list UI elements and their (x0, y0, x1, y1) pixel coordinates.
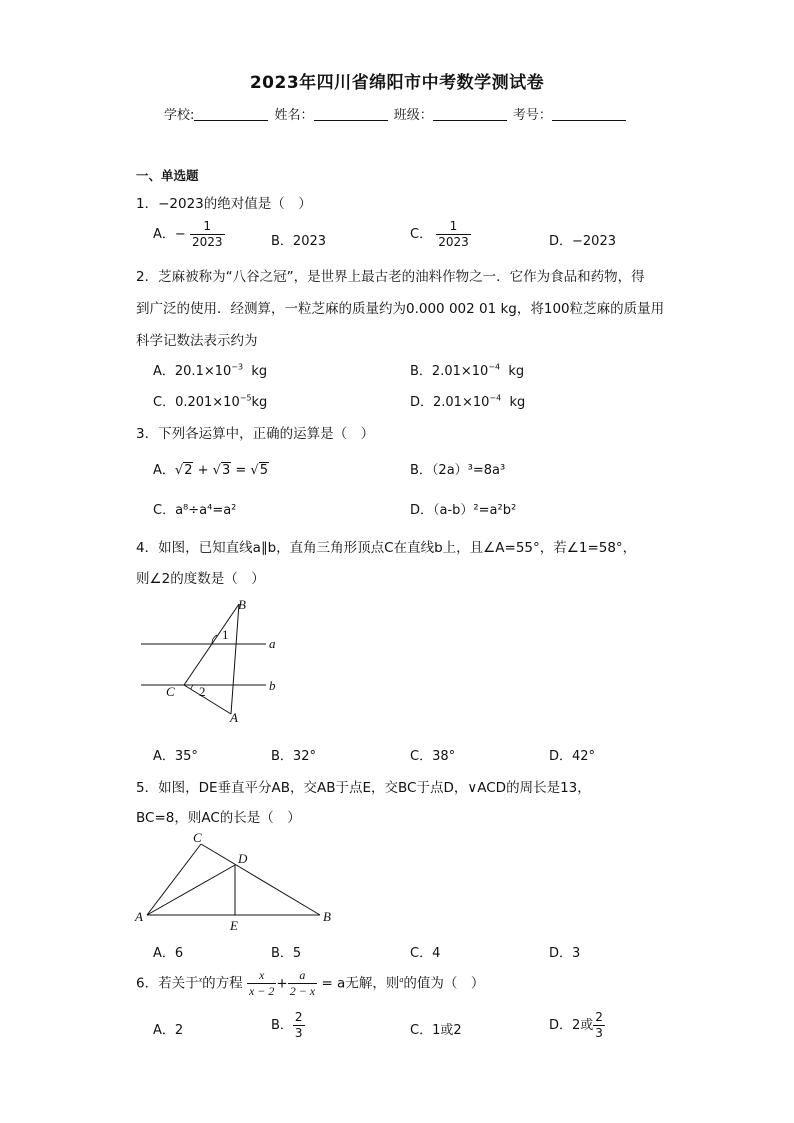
q6-f2-num: a (288, 968, 317, 984)
q1-a-sign: − (174, 227, 186, 242)
section-heading: 一、单选题 (136, 168, 199, 183)
q6-d-den: 3 (595, 1026, 603, 1040)
label-d-point: D (238, 851, 248, 866)
q2-line3: 科学记数法表示约为 (136, 333, 258, 349)
q3-option-a: A．√2 + √3 = √5 (153, 463, 268, 478)
q4-line1: 4．如图，已知直线a∥b，直角三角形顶点C在直线b上，且∠A=55°，若∠1=58°， (136, 540, 637, 556)
q6-d-label: D．2或 (549, 1018, 594, 1033)
q3-stem: 3．下列各运算中，正确的运算是（ ） (136, 426, 375, 442)
q6-f1-den: x − 2 (248, 984, 275, 998)
q4-option-d: D．42° (549, 749, 596, 764)
q5-option-b: B．5 (271, 946, 302, 961)
q6-option-a: A．2 (153, 1023, 184, 1038)
school-blank (194, 107, 268, 121)
label-a-point: A (135, 909, 143, 924)
q6-post: 的值为（ ） (403, 975, 485, 992)
student-info-line (164, 104, 628, 123)
q3-a-sqrt5: 5 (259, 463, 268, 478)
q2-d-exp: −4 (489, 393, 502, 403)
label-angle-1: 1 (222, 627, 229, 642)
label-a-point: A (230, 710, 238, 725)
q6-d-fraction (593, 1010, 605, 1041)
q6-b-label: B． (271, 1018, 293, 1033)
q2-line1: 2．芝麻被称为“八谷之冠”，是世界上最古老的油料作物之一．它作为食品和药物，得 (136, 269, 645, 285)
q1-a-label: A． (153, 227, 175, 242)
q6-var-a: a (399, 975, 404, 984)
segment-cb (201, 844, 320, 915)
q6-option-d (549, 1010, 605, 1041)
q2-a-exp: −3 (231, 362, 244, 372)
q1-c-fraction (436, 219, 471, 250)
q2-b-text: B．2.01×10 (410, 364, 489, 379)
q2-a-unit: kg (251, 364, 268, 379)
q1-option-d: D．−2023 (549, 234, 616, 249)
label-c-point: C (166, 684, 175, 699)
q2-c-text: C．0.201×10 (153, 395, 240, 410)
q6-f2-den: 2 − x (289, 984, 316, 998)
class-label: 班级： (393, 108, 433, 123)
exam-no-blank (552, 107, 626, 121)
q3-a-eq: = (235, 463, 247, 478)
q6-plus: + (276, 975, 288, 992)
exam-no-label: 考号： (512, 108, 552, 123)
q6-d-num: 2 (595, 1010, 603, 1024)
q6-fraction-2 (288, 968, 317, 999)
q6-b-fraction (293, 1010, 305, 1041)
q3-option-d: D．（a-b）²=a²b² (410, 503, 517, 518)
q2-option-c (153, 391, 267, 410)
q2-b-unit: kg (508, 364, 525, 379)
q2-a-text: A．20.1×10 (153, 364, 232, 379)
name-label: 姓名： (274, 108, 314, 123)
q5-line2: BC=8，则AC的长是（ ） (136, 810, 301, 826)
q2-d-text: D．2.01×10 (410, 395, 490, 410)
q5-line1: 5．如图，DE垂直平分AB，交AB于点E，交BC于点D，∨ACD的周长是13， (136, 780, 591, 796)
q1-a-num: 1 (190, 219, 225, 235)
q2-b-exp: −4 (488, 362, 501, 372)
segment-ad (147, 865, 235, 915)
q1-option-a (153, 219, 225, 250)
q6-eq: = a无解，则 (321, 975, 400, 992)
q1-c-den: 2023 (438, 235, 469, 249)
q3-option-c: C．a⁸÷a⁴=a² (153, 503, 237, 518)
q6-pre: 6．若关于 (136, 975, 199, 992)
q2-c-exp: −5 (239, 393, 252, 403)
angle-2-arc (191, 685, 193, 689)
label-angle-2: 2 (199, 684, 206, 699)
q6-mid: 的方程 (202, 975, 243, 992)
q6-stem (136, 968, 484, 999)
q1-option-b: B．2023 (271, 234, 327, 249)
label-e-point: E (230, 918, 238, 933)
segment-ba (231, 604, 239, 714)
segment-ca (184, 685, 231, 714)
q3-a-sqrt2: 2 (184, 463, 193, 478)
q6-b-num: 2 (294, 1010, 303, 1024)
q3-a-plus: + (197, 463, 209, 478)
q6-fraction-1 (247, 968, 276, 999)
school-label: 学校: (164, 108, 195, 123)
q1-a-fraction (190, 219, 225, 250)
q2-c-unit: kg (251, 395, 268, 410)
q6-f1-num: x (247, 968, 276, 984)
q2-d-unit: kg (509, 395, 526, 410)
q6-var-x: x (198, 975, 203, 984)
q4-figure (136, 596, 296, 726)
q3-option-b: B．（2a）³=8a³ (410, 463, 506, 478)
label-b-point: B (323, 909, 331, 924)
q3-a-sqrt3: 3 (221, 463, 231, 478)
q1-a-den: 2023 (191, 235, 223, 249)
q6-option-c: C．1或2 (410, 1023, 462, 1038)
q2-line2: 到广泛的使用．经测算，一粒芝麻的质量约为0.000 002 01 kg，将100粒芝麻的质量用 (136, 301, 665, 317)
label-line-b: b (269, 678, 276, 693)
q4-option-c: C．38° (410, 749, 456, 764)
q6-option-b (271, 1010, 305, 1041)
q1-option-c (410, 219, 471, 250)
q1-c-num: 1 (436, 219, 471, 235)
q2-option-b (410, 360, 524, 379)
label-c-point: C (193, 830, 202, 845)
q3-a-label: A． (153, 463, 175, 478)
label-line-a: a (269, 636, 276, 651)
q5-option-a: A．6 (153, 946, 184, 961)
q6-b-den: 3 (294, 1026, 303, 1040)
segment-ac (147, 844, 201, 915)
q5-option-d: D．3 (549, 946, 581, 961)
q4-line2: 则∠2的度数是（ ） (136, 571, 265, 587)
q5-figure (134, 828, 344, 938)
q4-option-a: A．35° (153, 749, 198, 764)
class-blank (433, 107, 507, 121)
q1-c-label: C． (410, 227, 433, 242)
q2-option-d (410, 391, 525, 410)
q2-option-a (153, 360, 267, 379)
page-title: 2023年四川省绵阳市中考数学测试卷 (249, 73, 545, 93)
q4-option-b: B．32° (271, 749, 316, 764)
q5-option-c: C．4 (410, 946, 441, 961)
q1-stem: 1．−2023的绝对值是（ ） (136, 196, 312, 212)
label-b-point: B (238, 597, 246, 612)
name-blank (314, 107, 388, 121)
